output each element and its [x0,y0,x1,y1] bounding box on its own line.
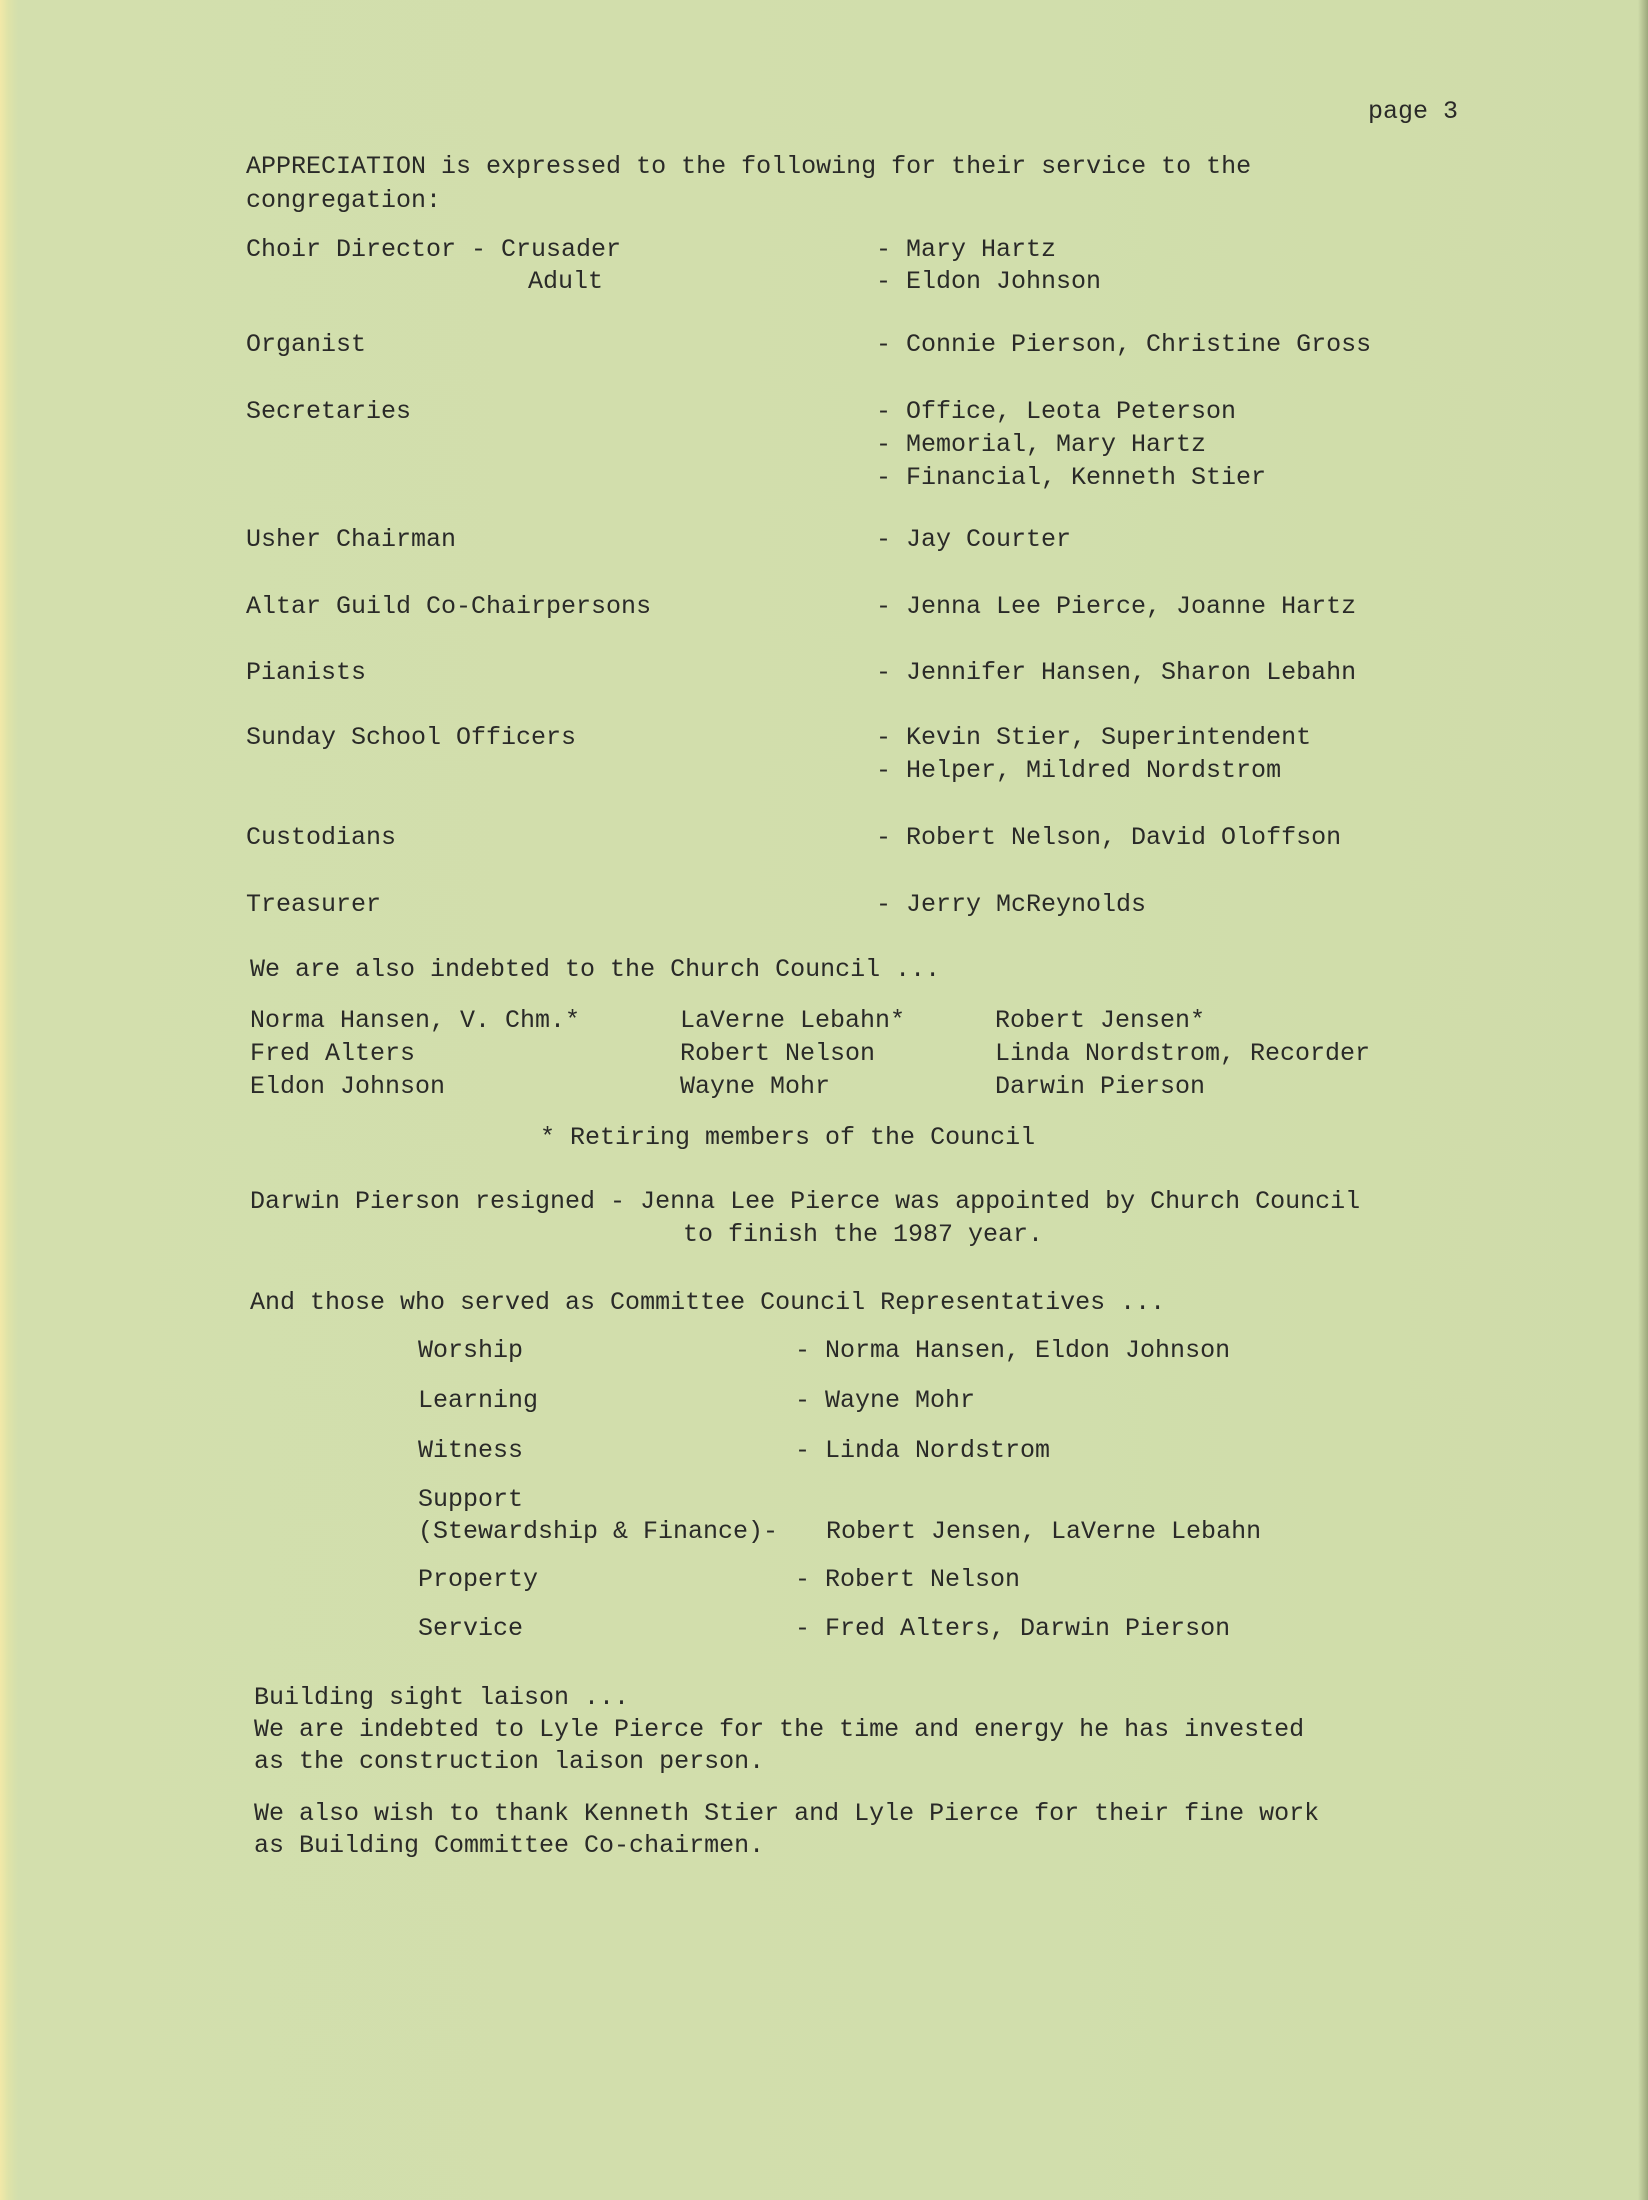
sunday-school-helper-value: - Helper, Mildred Nordstrom [876,756,1282,785]
council-member: Robert Jensen* [995,1006,1206,1035]
committee-learning-label: Learning [418,1386,539,1415]
resigned-line-1: Darwin Pierson resigned - Jenna Lee Pierce was appointed by Church Council [250,1187,1361,1216]
council-member: Fred Alters [250,1039,416,1068]
committee-worship-value: - Norma Hansen, Eldon Johnson [795,1336,1231,1365]
page-number: page 3 [1368,97,1459,126]
secretaries-label: Secretaries [246,397,412,426]
pianists-label: Pianists [246,658,367,687]
custodians-label: Custodians [246,823,397,852]
choir-crusader-value: - Mary Hartz [876,235,1057,264]
sunday-school-label: Sunday School Officers [246,723,577,752]
committee-support-sublabel: (Stewardship & Finance)- [418,1517,779,1546]
building-line-3: as the construction laison person. [254,1747,765,1776]
treasurer-label: Treasurer [246,890,382,919]
council-member: Eldon Johnson [250,1072,446,1101]
choir-adult-label: Adult [528,267,604,296]
council-member: Norma Hansen, V. Chm.* [250,1006,581,1035]
committee-witness-value: - Linda Nordstrom [795,1436,1051,1465]
committee-intro: And those who served as Committee Council Representatives ... [250,1288,1166,1317]
sunday-school-superintendent-value: - Kevin Stier, Superintendent [876,723,1312,752]
council-member: Linda Nordstrom, Recorder [995,1039,1371,1068]
secretaries-memorial-value: - Memorial, Mary Hartz [876,430,1207,459]
secretaries-financial-value: - Financial, Kenneth Stier [876,463,1267,492]
treasurer-value: - Jerry McReynolds [876,890,1147,919]
committee-property-label: Property [418,1565,539,1594]
secretaries-office-value: - Office, Leota Peterson [876,397,1237,426]
committee-service-label: Service [418,1614,524,1643]
thanks-line-2: as Building Committee Co-chairmen. [254,1831,765,1860]
usher-value: - Jay Courter [876,525,1072,554]
council-member: LaVerne Lebahn* [680,1006,906,1035]
committee-witness-label: Witness [418,1436,524,1465]
committee-worship-label: Worship [418,1336,524,1365]
thanks-line-1: We also wish to thank Kenneth Stier and Lyle Pierce for their fine work [254,1799,1320,1828]
committee-support-value: Robert Jensen, LaVerne Lebahn [826,1517,1262,1546]
committee-property-value: - Robert Nelson [795,1565,1021,1594]
building-heading: Building sight laison ... [254,1683,630,1712]
choir-adult-value: - Eldon Johnson [876,267,1102,296]
altar-guild-value: - Jenna Lee Pierce, Joanne Hartz [876,592,1357,621]
council-intro: We are also indebted to the Church Council ... [250,955,941,984]
committee-learning-value: - Wayne Mohr [795,1386,976,1415]
retiring-note: * Retiring members of the Council [540,1123,1036,1152]
committee-support-label: Support [418,1485,524,1514]
building-line-2: We are indebted to Lyle Pierce for the time and energy he has invested [254,1715,1305,1744]
choir-director-label: Choir Director - Crusader [246,235,622,264]
council-member: Wayne Mohr [680,1072,831,1101]
pianists-value: - Jennifer Hansen, Sharon Lebahn [876,658,1357,687]
custodians-value: - Robert Nelson, David Oloffson [876,823,1342,852]
resigned-line-2: to finish the 1987 year. [683,1220,1044,1249]
intro-line-2: congregation: [246,186,442,215]
intro-line-1: APPRECIATION is expressed to the following for their service to the [246,152,1252,181]
usher-label: Usher Chairman [246,525,457,554]
council-member: Robert Nelson [680,1039,876,1068]
council-member: Darwin Pierson [995,1072,1206,1101]
altar-guild-label: Altar Guild Co-Chairpersons [246,592,652,621]
committee-service-value: - Fred Alters, Darwin Pierson [795,1614,1231,1643]
organist-label: Organist [246,330,367,359]
organist-value: - Connie Pierson, Christine Gross [876,330,1372,359]
